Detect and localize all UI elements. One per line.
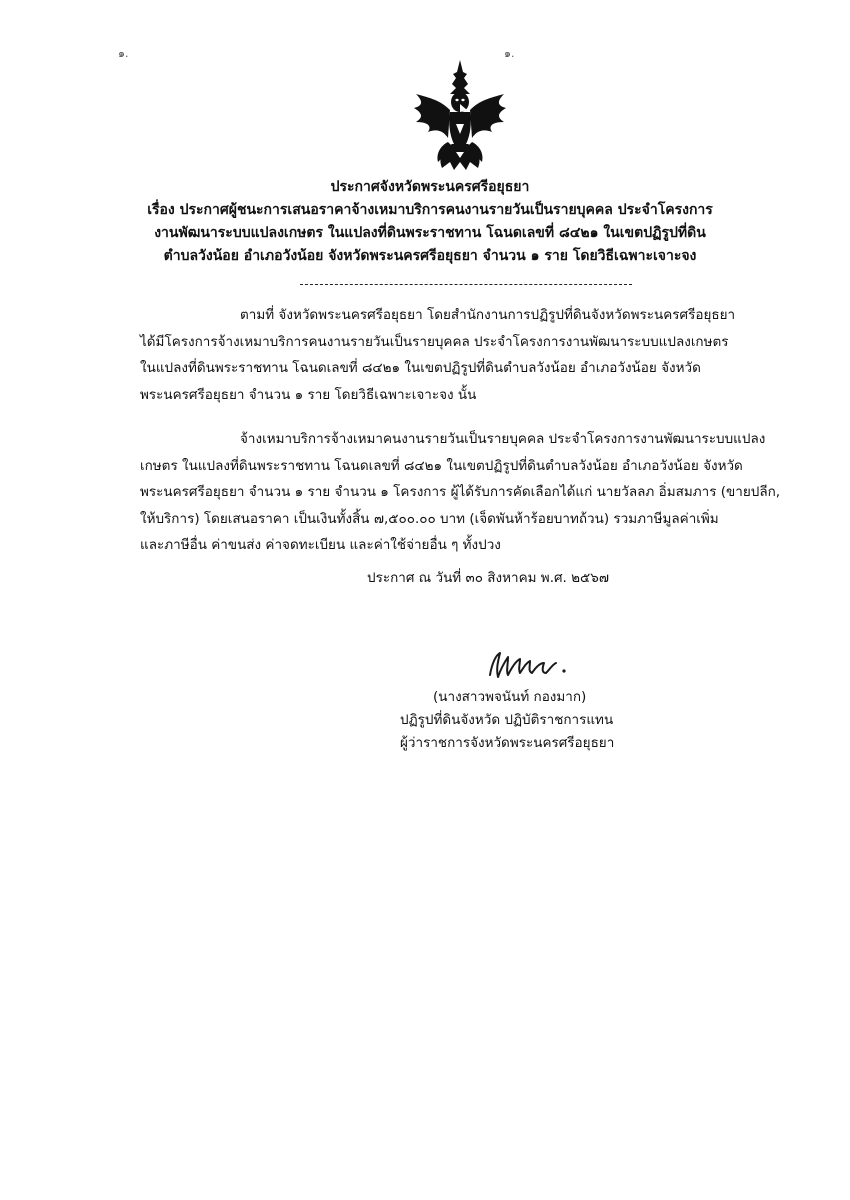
paragraph-2-line: เกษตร ในแปลงที่ดินพระราชทาน โฉนดเลขที่ ๘๔๒๑ ในเขตปฏิรูปที่ดินตำบลวังน้อย อำเภอวังน้อย จังหวัด (140, 457, 743, 474)
paragraph-2-line: จ้างเหมาบริการจ้างเหมาคนงานรายวันเป็นรายบุคคล ประจำโครงการงานพัฒนาระบบแปลง (240, 431, 766, 447)
paragraph-2-line: พระนครศรีอยุธยา จำนวน ๑ ราย จำนวน ๑ โครงการ ผู้ได้รับการคัดเลือกได้แก่ นายวัลลภ อิ่มสมภาร (ขายปลีก, (140, 484, 781, 500)
signature-block (400, 686, 660, 755)
paragraph-1-line: พระนครศรีอยุธยา จำนวน ๑ ราย โดยวิธีเฉพาะเจาะจง นั้น (140, 386, 477, 403)
paragraph-2-line: และภาษีอื่น ค่าขนส่ง ค่าจดทะเบียน และค่าใช้จ่ายอื่น ๆ ทั้งปวง (140, 537, 501, 553)
paragraph-1-line: ในแปลงที่ดินพระราชทาน โฉนดเลขที่ ๘๔๒๑ ในเขตปฏิรูปที่ดินตำบลวังน้อย อำเภอวังน้อย จังหวัด (140, 360, 701, 376)
subject-line-2: งานพัฒนาระบบแปลงเกษตร ในแปลงที่ดินพระราชทาน โฉนดเลขที่ ๘๔๒๑ ในเขตปฏิรูปที่ดิน (154, 225, 706, 241)
signatory-position-1: ปฏิรูปที่ดินจังหวัด ปฏิบัติราชการแทน (400, 712, 614, 728)
paragraph-1-line: ได้มีโครงการจ้างเหมาบริการคนงานรายวันเป็นรายบุคคล ประจำโครงการงานพัฒนาระบบแปลงเกษตร (140, 333, 729, 350)
signatory-name: (นางสาวพจนันท์ กองมาก) (433, 689, 587, 705)
garuda-emblem-icon (412, 58, 508, 174)
document-title: ประกาศจังหวัดพระนครศรีอยุธยา (330, 179, 530, 195)
announcement-date: ประกาศ ณ วันที่ ๓๐ สิงหาคม พ.ศ. ๒๕๖๗ (367, 570, 609, 586)
paragraph-1-line: ตามที่ จังหวัดพระนครศรีอยุธยา โดยสำนักงานการปฏิรูปที่ดินจังหวัดพระนครศรีอยุธยา (240, 307, 736, 323)
corner-mark-left: ๑. (118, 47, 129, 60)
corner-mark-right: ๑. (504, 47, 515, 60)
paragraph-1 (140, 302, 736, 408)
header-divider (300, 284, 632, 285)
signatory-position-2: ผู้ว่าราชการจังหวัดพระนครศรีอยุธยา (400, 735, 615, 751)
subject-line-3: ตำบลวังน้อย อำเภอวังน้อย จังหวัดพระนครศรีอยุธยา จำนวน ๑ ราย โดยวิธีเฉพาะเจาะจง (163, 248, 697, 264)
handwritten-signature (486, 645, 576, 683)
document-header (100, 176, 760, 268)
paragraph-2-line: ให้บริการ) โดยเสนอราคา เป็นเงินทั้งสิ้น ๗,๕๐๐.๐๐ บาท (เจ็ดพันห้าร้อยบาทถ้วน) รวมภาษีมูลค่าเพิ่ม (140, 510, 719, 527)
paragraph-2 (140, 426, 781, 559)
subject-line-1: เรื่อง ประกาศผู้ชนะการเสนอราคาจ้างเหมาบริการคนงานรายวันเป็นรายบุคคล ประจำโครงการ (147, 202, 713, 218)
